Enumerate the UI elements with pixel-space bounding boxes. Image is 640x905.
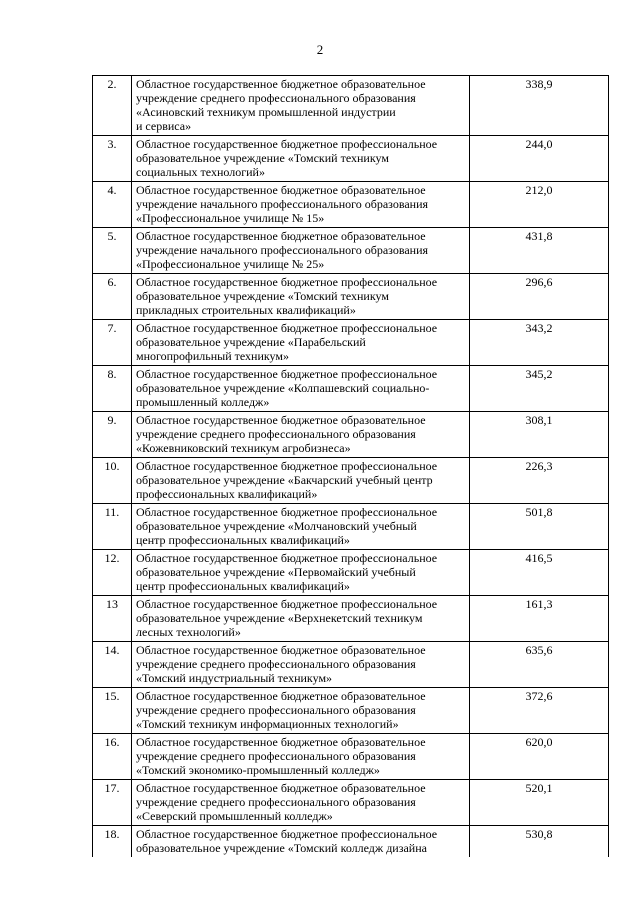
amount-value: 296,6 <box>470 274 609 320</box>
row-number: 18. <box>93 826 132 858</box>
table-row <box>93 780 609 826</box>
institution-name-line: Областное государственное бюджетное профессиональное <box>136 367 438 381</box>
table-row <box>93 734 609 780</box>
institution-name-line: «Северский промышленный колледж» <box>136 809 333 823</box>
table-row <box>93 182 609 228</box>
institution-name-line: учреждение среднего профессионального образования <box>136 91 416 105</box>
amount-value: 520,1 <box>470 780 609 826</box>
institution-name <box>132 734 470 780</box>
institution-name-line: образовательное учреждение «Парабельский <box>136 335 366 349</box>
institution-name-line: центр профессиональных квалификаций» <box>136 579 350 593</box>
row-number: 10. <box>93 458 132 504</box>
table-row <box>93 688 609 734</box>
row-number: 11. <box>93 504 132 550</box>
institution-name-line: образовательное учреждение «Колпашевский социально- <box>136 381 430 395</box>
institution-name-line: Областное государственное бюджетное профессиональное <box>136 459 438 473</box>
table-row <box>93 274 609 320</box>
funding-table <box>92 75 609 857</box>
table-row <box>93 320 609 366</box>
institution-name-line: образовательное учреждение «Бакчарский учебный центр <box>136 473 433 487</box>
institution-name-line: многопрофильный техникум» <box>136 349 289 363</box>
institution-name-line: Областное государственное бюджетное образовательное <box>136 735 426 749</box>
institution-name-line: Областное государственное бюджетное образовательное <box>136 183 426 197</box>
table-row <box>93 76 609 136</box>
amount-value: 501,8 <box>470 504 609 550</box>
institution-name-line: учреждение начального профессионального образования <box>136 197 429 211</box>
institution-name-line: учреждение среднего профессионального образования <box>136 427 416 441</box>
institution-name <box>132 136 470 182</box>
table-row <box>93 458 609 504</box>
institution-name-line: образовательное учреждение «Томский техникум <box>136 151 389 165</box>
institution-name-line: Областное государственное бюджетное профессиональное <box>136 551 438 565</box>
institution-name-line: промышленный колледж» <box>136 395 270 409</box>
institution-name <box>132 688 470 734</box>
row-number: 15. <box>93 688 132 734</box>
table-row <box>93 642 609 688</box>
institution-name <box>132 642 470 688</box>
institution-name-line: Областное государственное бюджетное образовательное <box>136 413 426 427</box>
institution-name-line: Областное государственное бюджетное профессиональное <box>136 827 438 841</box>
institution-name-line: образовательное учреждение «Томский техникум <box>136 289 389 303</box>
table-row <box>93 596 609 642</box>
row-number: 2. <box>93 76 132 136</box>
institution-name-line: прикладных строительных квалификаций» <box>136 303 356 317</box>
institution-name-line: учреждение среднего профессионального образования <box>136 795 416 809</box>
row-number: 14. <box>93 642 132 688</box>
row-number: 5. <box>93 228 132 274</box>
institution-name-line: профессиональных квалификаций» <box>136 487 318 501</box>
institution-name <box>132 320 470 366</box>
row-number: 8. <box>93 366 132 412</box>
institution-name-line: образовательное учреждение «Верхнекетский техникум <box>136 611 423 625</box>
amount-value: 161,3 <box>470 596 609 642</box>
table-row <box>93 550 609 596</box>
row-number: 12. <box>93 550 132 596</box>
institution-name-line: центр профессиональных квалификаций» <box>136 533 350 547</box>
institution-name-line: Областное государственное бюджетное профессиональное <box>136 321 438 335</box>
amount-value: 620,0 <box>470 734 609 780</box>
institution-name <box>132 228 470 274</box>
amount-value: 530,8 <box>470 826 609 858</box>
amount-value: 226,3 <box>470 458 609 504</box>
row-number: 16. <box>93 734 132 780</box>
page-number: 2 <box>316 42 324 57</box>
institution-name-line: учреждение начального профессионального образования <box>136 243 429 257</box>
institution-name-line: Областное государственное бюджетное профессиональное <box>136 275 438 289</box>
amount-value: 635,6 <box>470 642 609 688</box>
amount-value: 212,0 <box>470 182 609 228</box>
institution-name-line: учреждение среднего профессионального образования <box>136 703 416 717</box>
institution-name-line: учреждение среднего профессионального образования <box>136 657 416 671</box>
institution-name-line: Областное государственное бюджетное образовательное <box>136 643 426 657</box>
institution-name-line: образовательное учреждение «Молчановский учебный <box>136 519 417 533</box>
row-number: 4. <box>93 182 132 228</box>
institution-name-line: Областное государственное бюджетное образовательное <box>136 77 426 91</box>
row-number: 7. <box>93 320 132 366</box>
institution-name-line: «Томский экономико-промышленный колледж» <box>136 763 380 777</box>
institution-name <box>132 550 470 596</box>
institution-name <box>132 458 470 504</box>
institution-name-line: образовательное учреждение «Томский колледж дизайна <box>136 841 427 855</box>
institution-name-line: Областное государственное бюджетное профессиональное <box>136 137 438 151</box>
amount-value: 244,0 <box>470 136 609 182</box>
institution-name-line: Областное государственное бюджетное профессиональное <box>136 597 438 611</box>
institution-name-line: социальных технологий» <box>136 165 265 179</box>
row-number: 13 <box>93 596 132 642</box>
institution-name <box>132 76 470 136</box>
row-number: 17. <box>93 780 132 826</box>
institution-name <box>132 596 470 642</box>
table-row <box>93 826 609 858</box>
institution-name <box>132 366 470 412</box>
institution-name-line: лесных технологий» <box>136 625 241 639</box>
row-number: 3. <box>93 136 132 182</box>
amount-value: 345,2 <box>470 366 609 412</box>
amount-value: 372,6 <box>470 688 609 734</box>
row-number: 6. <box>93 274 132 320</box>
institution-name <box>132 182 470 228</box>
amount-value: 308,1 <box>470 412 609 458</box>
institution-name-line: Областное государственное бюджетное образовательное <box>136 781 426 795</box>
institution-name <box>132 780 470 826</box>
institution-name-line: «Профессиональное училище № 15» <box>136 211 325 225</box>
institution-name <box>132 412 470 458</box>
row-number: 9. <box>93 412 132 458</box>
institution-name-line: «Профессиональное училище № 25» <box>136 257 325 271</box>
institution-name-line: и сервиса» <box>136 119 192 133</box>
institution-name-line: Областное государственное бюджетное образовательное <box>136 689 426 703</box>
institution-name-line: Областное государственное бюджетное образовательное <box>136 229 426 243</box>
table-row <box>93 504 609 550</box>
institution-name <box>132 504 470 550</box>
amount-value: 343,2 <box>470 320 609 366</box>
institution-name-line: «Асиновский техникум промышленной индустрии <box>136 105 396 119</box>
institution-name-line: «Кожевниковский техникум агробизнеса» <box>136 441 351 455</box>
institution-name-line: образовательное учреждение «Первомайский учебный <box>136 565 416 579</box>
table-row <box>93 366 609 412</box>
table-body <box>93 76 609 858</box>
institution-name-line: учреждение среднего профессионального образования <box>136 749 416 763</box>
institution-name <box>132 274 470 320</box>
institution-name-line: Областное государственное бюджетное профессиональное <box>136 505 438 519</box>
amount-value: 416,5 <box>470 550 609 596</box>
table-row <box>93 412 609 458</box>
amount-value: 431,8 <box>470 228 609 274</box>
institution-name-line: «Томский индустриальный техникум» <box>136 671 333 685</box>
amount-value: 338,9 <box>470 76 609 136</box>
table-row <box>93 136 609 182</box>
institution-name <box>132 826 470 858</box>
table-row <box>93 228 609 274</box>
institution-name-line: «Томский техникум информационных технологий» <box>136 717 399 731</box>
